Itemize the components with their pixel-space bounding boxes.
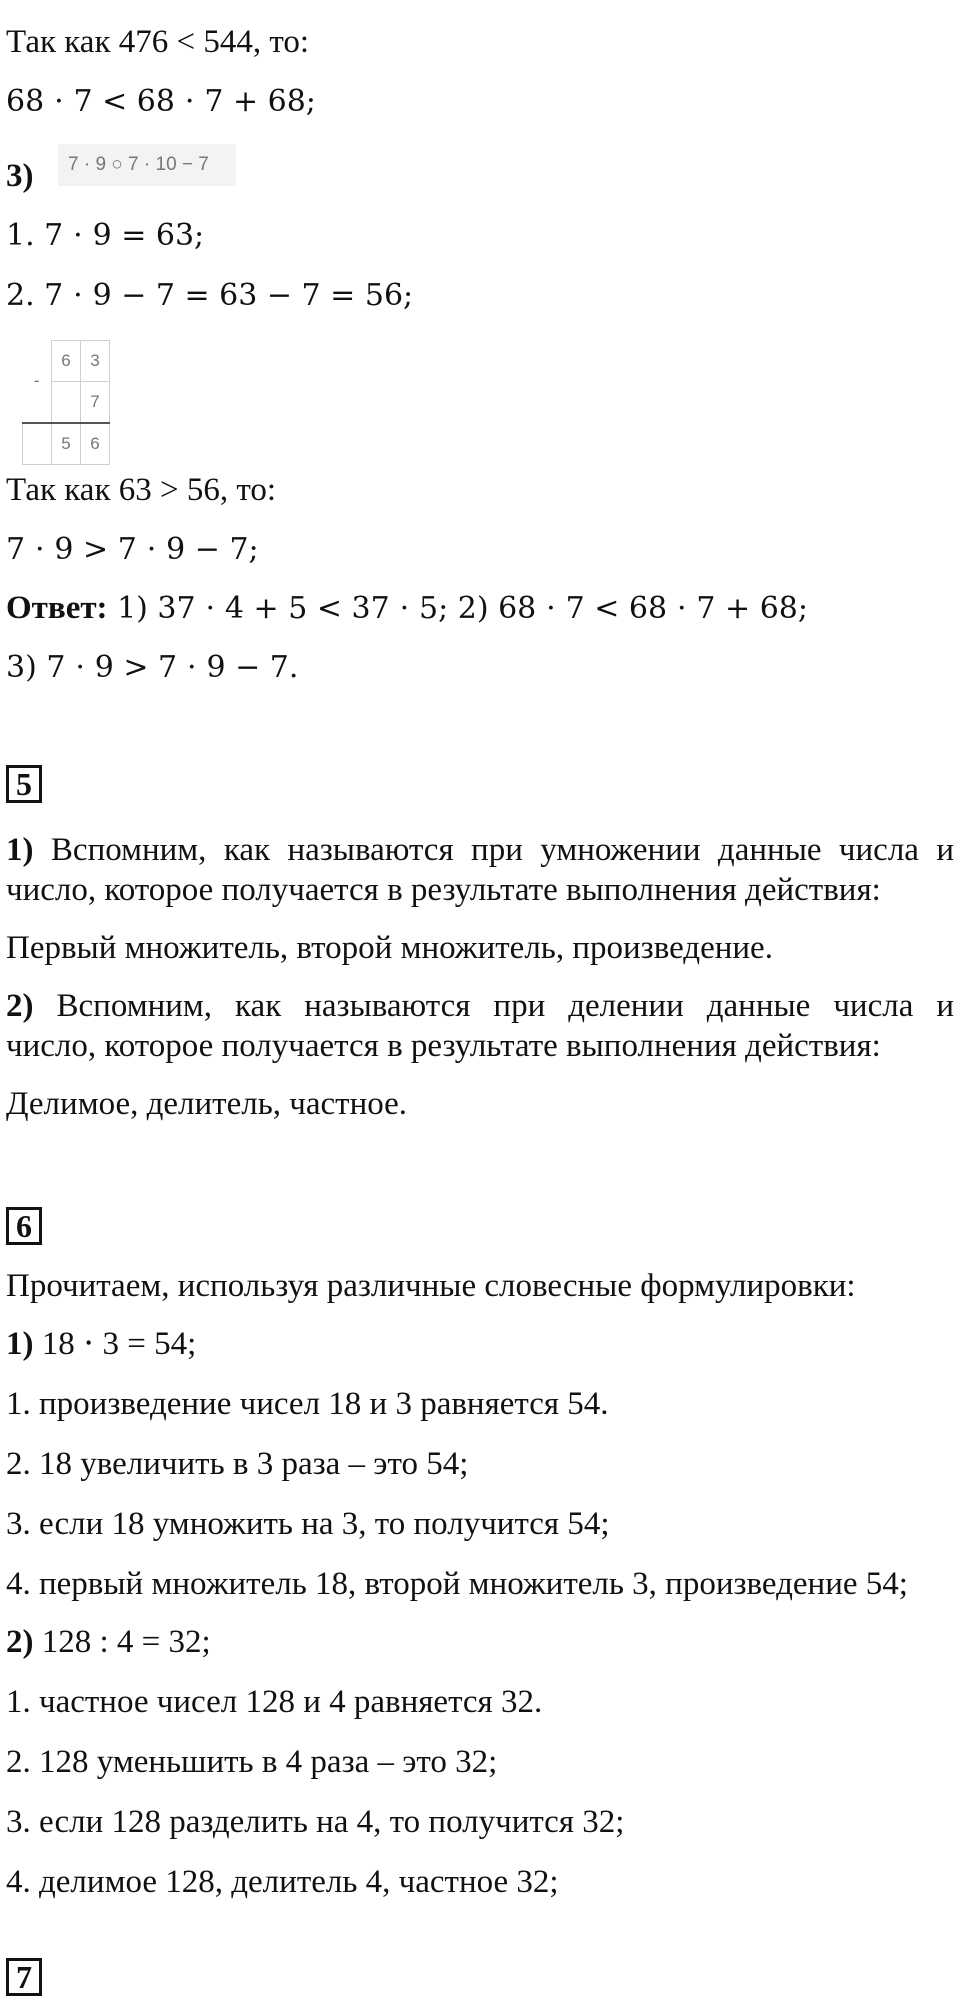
- math-line: 2. 7 ⋅ 9 − 7 = 63 − 7 = 56;: [6, 278, 414, 313]
- exercise-number: 5: [6, 765, 42, 803]
- expression-line: 1) 18 ⋅ 3 = 54;: [6, 1326, 197, 1362]
- list-item: 3. если 128 разделить на 4, то получится 32;: [6, 1804, 625, 1840]
- paragraph-line: 2) Вспомним, как называются при делении данные числа и: [6, 988, 954, 1024]
- text-line: Так как 63 > 56, то:: [6, 472, 276, 508]
- expression-line: 2) 128 : 4 = 32;: [6, 1624, 211, 1660]
- grid-cell: [23, 423, 52, 465]
- list-item: 3. если 18 умножить на 3, то получится 54;: [6, 1506, 610, 1542]
- list-item: 1. частное чисел 128 и 4 равняется 32.: [6, 1684, 543, 1720]
- item-label: 3): [6, 158, 34, 194]
- list-item: 2. 128 уменьшить в 4 раза – это 32;: [6, 1744, 498, 1780]
- list-item: 2. 18 увеличить в 3 раза – это 54;: [6, 1446, 469, 1482]
- text-line: Так как 476 < 544, то:: [6, 24, 309, 60]
- answer-line: Первый множитель, второй множитель, произведение.: [6, 930, 773, 966]
- list-item: 4. делимое 128, делитель 4, частное 32;: [6, 1864, 559, 1900]
- exercise-number: 7: [6, 1958, 42, 1996]
- list-item: 1. произведение чисел 18 и 3 равняется 54.: [6, 1386, 609, 1422]
- subtraction-grid: [22, 340, 110, 465]
- grid-cell: 7: [81, 382, 110, 424]
- grid-cell: 6: [52, 341, 81, 382]
- grid-cell: 5: [52, 423, 81, 465]
- paragraph-line: число, которое получается в результате выполнения действия:: [6, 872, 881, 908]
- math-line: 68 ⋅ 7 < 68 ⋅ 7 + 68;: [6, 84, 316, 119]
- paragraph-line: число, которое получается в результате выполнения действия:: [6, 1028, 881, 1064]
- grid-cell: 6: [81, 423, 110, 465]
- answer-line: Делимое, делитель, частное.: [6, 1086, 408, 1122]
- exercise-number: 6: [6, 1207, 42, 1245]
- intro-line: Прочитаем, используя различные словесные формулировки:: [6, 1268, 856, 1304]
- math-line: 7 ⋅ 9 > 7 ⋅ 9 − 7;: [6, 532, 259, 567]
- grid-cell: 3: [81, 341, 110, 382]
- list-item: 4. первый множитель 18, второй множитель 3, произведение 54;: [6, 1566, 908, 1602]
- math-line: 1. 7 ⋅ 9 = 63;: [6, 218, 205, 253]
- paragraph-line: 1) Вспомним, как называются при умножении данные числа и: [6, 832, 954, 868]
- answer-line: Ответ: 1) 37 ⋅ 4 + 5 < 37 ⋅ 5; 2) 68 ⋅ 7 < 68 ⋅ 7 + 68;: [6, 590, 808, 626]
- answer-line: 3) 7 ⋅ 9 > 7 ⋅ 9 − 7.: [6, 650, 299, 685]
- expression-image: 7 · 9 ○ 7 · 10 − 7: [58, 144, 236, 186]
- grid-cell: [52, 382, 81, 424]
- minus-sign: -: [33, 371, 40, 391]
- answer-label: Ответ:: [6, 590, 108, 626]
